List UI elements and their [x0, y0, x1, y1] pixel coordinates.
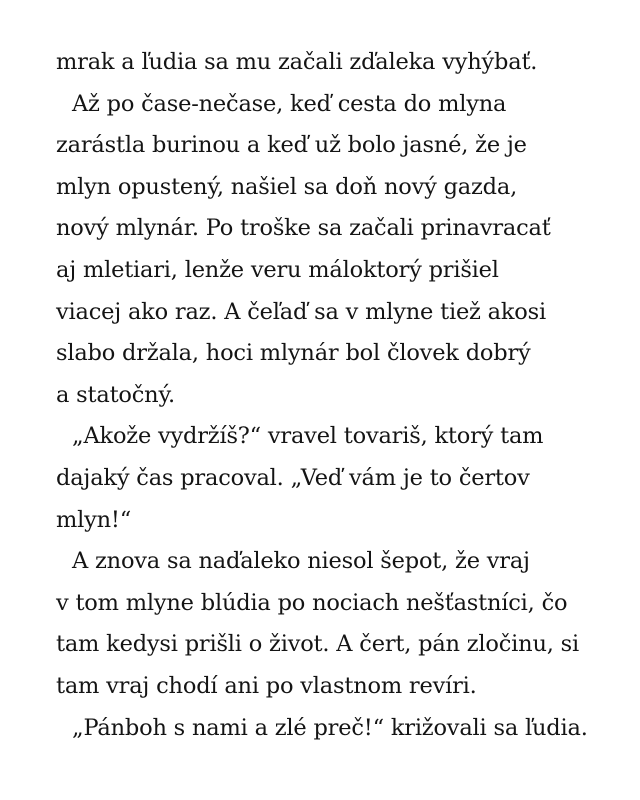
book-page-text — [56, 42, 616, 749]
text-line-12: mlyn!“ — [56, 506, 132, 533]
text-line-8: slabo držala, hoci mlynár bol človek dobrý — [56, 340, 531, 367]
text-line-16: tam vraj chodí ani po vlastnom revíri. — [56, 672, 477, 699]
text-line-2: Až po čase-nečase, keď cesta do mlyna — [72, 90, 507, 117]
text-line-17: „Pánboh s nami a zlé preč!“ križovali sa ľudia. — [72, 714, 588, 741]
text-line-14: v tom mlyne blúdia po nociach nešťastníci, čo — [56, 589, 568, 616]
text-line-11: dajaký čas pracoval. „Veď vám je to čertov — [56, 464, 530, 491]
text-line-13: A znova sa naďaleko niesol šepot, že vraj — [72, 548, 530, 575]
text-line-6: aj mletiari, lenže veru máloktorý prišiel — [56, 256, 499, 283]
text-line-3: zarástla burinou a keď už bolo jasné, že je — [56, 132, 527, 159]
text-line-7: viacej ako raz. A čeľaď sa v mlyne tiež akosi — [56, 298, 546, 325]
text-line-10: „Akože vydržíš?“ vravel tovariš, ktorý tam — [72, 423, 544, 450]
text-line-15: tam kedysi prišli o život. A čert, pán zločinu, si — [56, 631, 580, 658]
text-line-1: mrak a ľudia sa mu začali zďaleka vyhýbať. — [56, 49, 538, 75]
text-line-9: a statočný. — [56, 381, 175, 408]
text-line-5: nový mlynár. Po troške sa začali prinavracať — [56, 215, 551, 242]
text-line-4: mlyn opustený, našiel sa doň nový gazda, — [56, 173, 518, 200]
